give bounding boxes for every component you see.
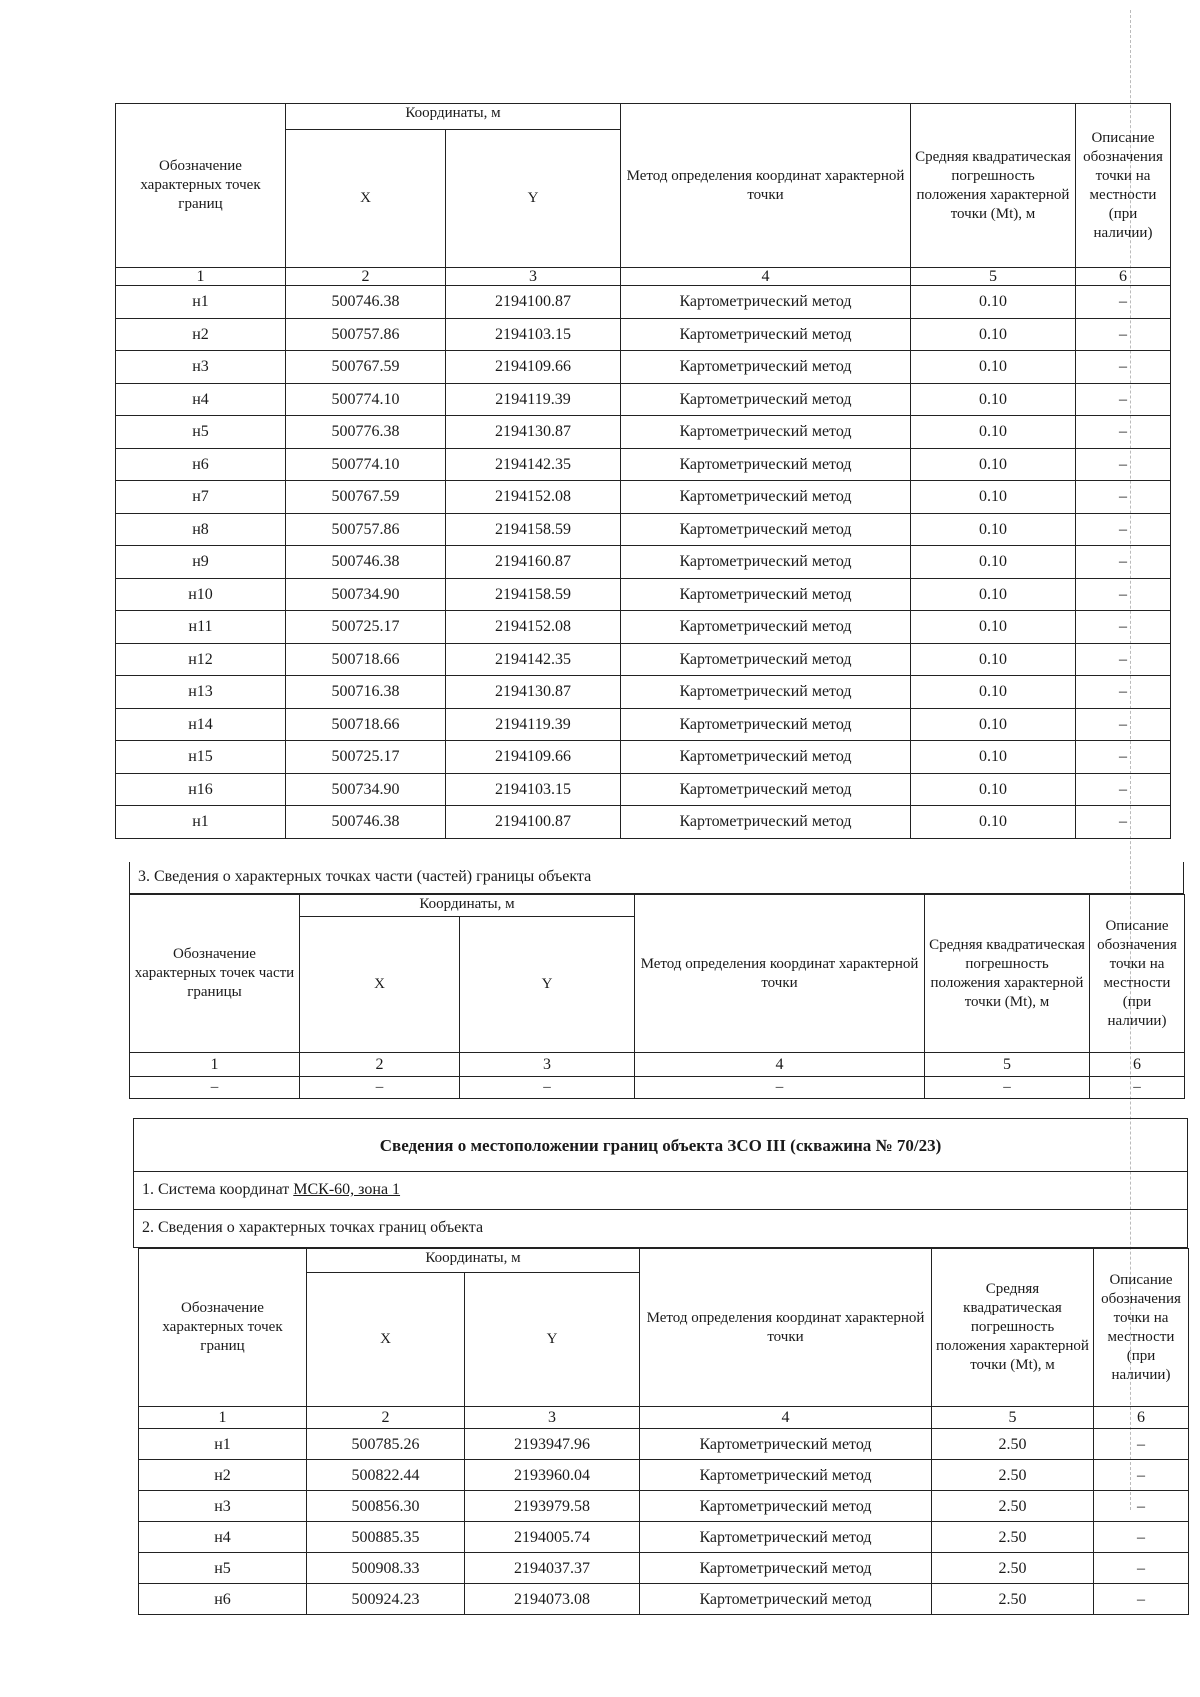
column-number: 1 bbox=[130, 1053, 300, 1077]
header-designation: Обозначение характерных точек границ bbox=[139, 1249, 307, 1407]
table-row bbox=[139, 1460, 1189, 1491]
error-cell: 2.50 bbox=[932, 1553, 1094, 1584]
method-cell: Картометрический метод bbox=[621, 643, 911, 676]
point-cell: н14 bbox=[116, 708, 286, 741]
x-cell: 500774.10 bbox=[286, 448, 446, 481]
y-cell: 2194109.66 bbox=[446, 741, 621, 774]
header-y: Y bbox=[460, 917, 635, 1053]
description-cell: – bbox=[1094, 1553, 1189, 1584]
column-number: 2 bbox=[286, 268, 446, 286]
column-number: 3 bbox=[465, 1407, 640, 1429]
point-cell: н1 bbox=[116, 806, 286, 839]
method-cell: Картометрический метод bbox=[621, 741, 911, 774]
y-cell: 2194119.39 bbox=[446, 383, 621, 416]
error-cell: 0.10 bbox=[911, 546, 1076, 579]
error-cell: 0.10 bbox=[911, 513, 1076, 546]
x-cell: 500776.38 bbox=[286, 416, 446, 449]
x-cell: 500718.66 bbox=[286, 708, 446, 741]
column-number: 5 bbox=[911, 268, 1076, 286]
header-method: Метод определения координат характерной точки bbox=[635, 895, 925, 1053]
boundary-points-table-1 bbox=[115, 103, 1171, 839]
x-cell: 500725.17 bbox=[286, 611, 446, 644]
error-cell: 0.10 bbox=[911, 708, 1076, 741]
table-row bbox=[116, 448, 1171, 481]
zso-title-band bbox=[133, 1118, 1188, 1172]
x-cell: 500856.30 bbox=[307, 1491, 465, 1522]
x-cell: 500785.26 bbox=[307, 1429, 465, 1460]
description-cell: – bbox=[1076, 513, 1171, 546]
boundary-points-table-zso bbox=[138, 1248, 1189, 1615]
method-cell: Картометрический метод bbox=[640, 1522, 932, 1553]
x-cell: 500734.90 bbox=[286, 578, 446, 611]
table-row bbox=[116, 513, 1171, 546]
y-cell: – bbox=[460, 1077, 635, 1099]
point-cell: н15 bbox=[116, 741, 286, 774]
method-cell: Картометрический метод bbox=[621, 676, 911, 709]
points-heading-line bbox=[133, 1210, 1188, 1248]
method-cell: Картометрический метод bbox=[621, 481, 911, 514]
y-cell: 2193979.58 bbox=[465, 1491, 640, 1522]
header-description: Описание обозначения точки на местности (при наличии) bbox=[1094, 1249, 1189, 1407]
description-cell: – bbox=[1076, 286, 1171, 319]
section-3-heading-text: 3. Сведения о характерных точках части (частей) границы объекта bbox=[138, 868, 592, 885]
column-number: 5 bbox=[932, 1407, 1094, 1429]
column-number: 2 bbox=[307, 1407, 465, 1429]
method-cell: Картометрический метод bbox=[621, 383, 911, 416]
table-row bbox=[116, 546, 1171, 579]
point-cell: н4 bbox=[116, 383, 286, 416]
point-cell: н1 bbox=[116, 286, 286, 319]
table-row bbox=[116, 806, 1171, 839]
point-cell: н2 bbox=[139, 1460, 307, 1491]
y-cell: 2194158.59 bbox=[446, 513, 621, 546]
header-error: Средняя квадратическая погрешность положения характерной точки (Mt), м bbox=[911, 104, 1076, 268]
error-cell: 0.10 bbox=[911, 806, 1076, 839]
column-number: 1 bbox=[116, 268, 286, 286]
x-cell: 500908.33 bbox=[307, 1553, 465, 1584]
point-cell: н1 bbox=[139, 1429, 307, 1460]
point-cell: н16 bbox=[116, 773, 286, 806]
y-cell: 2194037.37 bbox=[465, 1553, 640, 1584]
description-cell: – bbox=[1076, 578, 1171, 611]
column-number: 4 bbox=[640, 1407, 932, 1429]
error-cell: 0.10 bbox=[911, 773, 1076, 806]
description-cell: – bbox=[1076, 708, 1171, 741]
method-cell: Картометрический метод bbox=[621, 318, 911, 351]
header-error: Средняя квадратическая погрешность положения характерной точки (Mt), м bbox=[925, 895, 1090, 1053]
y-cell: 2194073.08 bbox=[465, 1584, 640, 1615]
description-cell: – bbox=[1076, 318, 1171, 351]
header-x: X bbox=[300, 917, 460, 1053]
table-row bbox=[116, 708, 1171, 741]
table-row bbox=[116, 351, 1171, 384]
column-number: 5 bbox=[925, 1053, 1090, 1077]
point-cell: н6 bbox=[116, 448, 286, 481]
description-cell: – bbox=[1076, 383, 1171, 416]
header-y: Y bbox=[465, 1273, 640, 1407]
x-cell: 500718.66 bbox=[286, 643, 446, 676]
x-cell: 500757.86 bbox=[286, 318, 446, 351]
table-row bbox=[116, 286, 1171, 319]
error-cell: 2.50 bbox=[932, 1491, 1094, 1522]
table-row bbox=[116, 773, 1171, 806]
column-number: 6 bbox=[1076, 268, 1171, 286]
method-cell: Картометрический метод bbox=[640, 1429, 932, 1460]
error-cell: 0.10 bbox=[911, 741, 1076, 774]
y-cell: 2194100.87 bbox=[446, 286, 621, 319]
x-cell: 500746.38 bbox=[286, 546, 446, 579]
header-coordinates: Координаты, м bbox=[307, 1249, 640, 1273]
table-row bbox=[116, 611, 1171, 644]
column-number: 4 bbox=[621, 268, 911, 286]
header-x: X bbox=[307, 1273, 465, 1407]
x-cell: 500924.23 bbox=[307, 1584, 465, 1615]
error-cell: 0.10 bbox=[911, 383, 1076, 416]
coordinate-system-line bbox=[133, 1172, 1188, 1210]
point-cell: н8 bbox=[116, 513, 286, 546]
method-cell: Картометрический метод bbox=[621, 578, 911, 611]
y-cell: 2194130.87 bbox=[446, 416, 621, 449]
point-cell: н13 bbox=[116, 676, 286, 709]
error-cell: 2.50 bbox=[932, 1522, 1094, 1553]
point-cell: н6 bbox=[139, 1584, 307, 1615]
table-row bbox=[139, 1491, 1189, 1522]
header-designation-part: Обозначение характерных точек части границы bbox=[130, 895, 300, 1053]
section-3-heading bbox=[129, 862, 1184, 894]
y-cell: 2194130.87 bbox=[446, 676, 621, 709]
table-row bbox=[116, 578, 1171, 611]
x-cell: 500774.10 bbox=[286, 383, 446, 416]
points-heading-text: 2. Сведения о характерных точках границ объекта bbox=[142, 1219, 484, 1236]
header-error: Средняя квадратическая погрешность положения характерной точки (Mt), м bbox=[932, 1249, 1094, 1407]
table-row bbox=[116, 741, 1171, 774]
table-row bbox=[139, 1429, 1189, 1460]
point-cell: н2 bbox=[116, 318, 286, 351]
table-row bbox=[116, 676, 1171, 709]
description-cell: – bbox=[1094, 1584, 1189, 1615]
header-y: Y bbox=[446, 130, 621, 268]
y-cell: 2194005.74 bbox=[465, 1522, 640, 1553]
column-number: 2 bbox=[300, 1053, 460, 1077]
point-cell: н3 bbox=[139, 1491, 307, 1522]
description-cell: – bbox=[1076, 351, 1171, 384]
point-cell: н5 bbox=[116, 416, 286, 449]
error-cell: 0.10 bbox=[911, 643, 1076, 676]
description-cell: – bbox=[1076, 643, 1171, 676]
y-cell: 2194100.87 bbox=[446, 806, 621, 839]
header-description: Описание обозначения точки на местности (при наличии) bbox=[1090, 895, 1185, 1053]
x-cell: 500885.35 bbox=[307, 1522, 465, 1553]
y-cell: 2194158.59 bbox=[446, 578, 621, 611]
x-cell: 500767.59 bbox=[286, 481, 446, 514]
table-row bbox=[116, 481, 1171, 514]
method-cell: Картометрический метод bbox=[621, 448, 911, 481]
method-cell: Картометрический метод bbox=[621, 611, 911, 644]
method-cell: – bbox=[635, 1077, 925, 1099]
header-description: Описание обозначения точки на местности (при наличии) bbox=[1076, 104, 1171, 268]
method-cell: Картометрический метод bbox=[621, 546, 911, 579]
y-cell: 2194109.66 bbox=[446, 351, 621, 384]
x-cell: 500746.38 bbox=[286, 286, 446, 319]
error-cell: 0.10 bbox=[911, 578, 1076, 611]
method-cell: Картометрический метод bbox=[640, 1584, 932, 1615]
description-cell: – bbox=[1094, 1429, 1189, 1460]
header-method: Метод определения координат характерной точки bbox=[640, 1249, 932, 1407]
zso-title: Сведения о местоположении границ объекта ЗСО III (скважина № 70/23) bbox=[379, 1136, 942, 1155]
method-cell: Картометрический метод bbox=[621, 806, 911, 839]
column-number: 3 bbox=[460, 1053, 635, 1077]
method-cell: Картометрический метод bbox=[640, 1491, 932, 1522]
y-cell: 2193947.96 bbox=[465, 1429, 640, 1460]
description-cell: – bbox=[1076, 773, 1171, 806]
y-cell: 2194103.15 bbox=[446, 773, 621, 806]
y-cell: 2193960.04 bbox=[465, 1460, 640, 1491]
method-cell: Картометрический метод bbox=[621, 513, 911, 546]
table-row bbox=[116, 318, 1171, 351]
error-cell: 0.10 bbox=[911, 611, 1076, 644]
method-cell: Картометрический метод bbox=[621, 708, 911, 741]
method-cell: Картометрический метод bbox=[621, 773, 911, 806]
error-cell: 0.10 bbox=[911, 416, 1076, 449]
description-cell: – bbox=[1076, 448, 1171, 481]
description-cell: – bbox=[1094, 1460, 1189, 1491]
error-cell: 0.10 bbox=[911, 448, 1076, 481]
error-cell: 2.50 bbox=[932, 1429, 1094, 1460]
method-cell: Картометрический метод bbox=[640, 1553, 932, 1584]
column-number: 3 bbox=[446, 268, 621, 286]
point-cell: н9 bbox=[116, 546, 286, 579]
x-cell: 500716.38 bbox=[286, 676, 446, 709]
error-cell: 0.10 bbox=[911, 286, 1076, 319]
point-cell: н3 bbox=[116, 351, 286, 384]
coordinate-system-value: МСК-60, зона 1 bbox=[293, 1181, 401, 1198]
description-cell: – bbox=[1076, 806, 1171, 839]
header-method: Метод определения координат характерной точки bbox=[621, 104, 911, 268]
column-number: 4 bbox=[635, 1053, 925, 1077]
y-cell: 2194103.15 bbox=[446, 318, 621, 351]
error-cell: – bbox=[925, 1077, 1090, 1099]
description-cell: – bbox=[1076, 416, 1171, 449]
description-cell: – bbox=[1076, 676, 1171, 709]
table-row bbox=[139, 1553, 1189, 1584]
y-cell: 2194119.39 bbox=[446, 708, 621, 741]
y-cell: 2194152.08 bbox=[446, 611, 621, 644]
method-cell: Картометрический метод bbox=[621, 351, 911, 384]
y-cell: 2194152.08 bbox=[446, 481, 621, 514]
description-cell: – bbox=[1076, 611, 1171, 644]
table-row bbox=[116, 643, 1171, 676]
method-cell: Картометрический метод bbox=[640, 1460, 932, 1491]
point-cell: н7 bbox=[116, 481, 286, 514]
table-row bbox=[130, 1077, 1185, 1099]
point-cell: н5 bbox=[139, 1553, 307, 1584]
table-row bbox=[116, 383, 1171, 416]
header-coordinates: Координаты, м bbox=[300, 895, 635, 917]
description-cell: – bbox=[1076, 741, 1171, 774]
method-cell: Картометрический метод bbox=[621, 416, 911, 449]
error-cell: 0.10 bbox=[911, 676, 1076, 709]
header-designation: Обозначение характерных точек границ bbox=[116, 104, 286, 268]
y-cell: 2194160.87 bbox=[446, 546, 621, 579]
error-cell: 0.10 bbox=[911, 318, 1076, 351]
part-boundary-points-table bbox=[129, 894, 1185, 1099]
x-cell: 500746.38 bbox=[286, 806, 446, 839]
table-row bbox=[139, 1522, 1189, 1553]
table-row bbox=[139, 1584, 1189, 1615]
x-cell: 500734.90 bbox=[286, 773, 446, 806]
header-x: X bbox=[286, 130, 446, 268]
x-cell: – bbox=[300, 1077, 460, 1099]
description-cell: – bbox=[1094, 1522, 1189, 1553]
column-number: 6 bbox=[1090, 1053, 1185, 1077]
point-cell: – bbox=[130, 1077, 300, 1099]
method-cell: Картометрический метод bbox=[621, 286, 911, 319]
coordinate-system-label: 1. Система координат bbox=[142, 1181, 294, 1198]
error-cell: 0.10 bbox=[911, 481, 1076, 514]
description-cell: – bbox=[1090, 1077, 1185, 1099]
error-cell: 2.50 bbox=[932, 1584, 1094, 1615]
error-cell: 0.10 bbox=[911, 351, 1076, 384]
point-cell: н12 bbox=[116, 643, 286, 676]
header-coordinates: Координаты, м bbox=[286, 104, 621, 130]
error-cell: 2.50 bbox=[932, 1460, 1094, 1491]
description-cell: – bbox=[1076, 546, 1171, 579]
x-cell: 500822.44 bbox=[307, 1460, 465, 1491]
description-cell: – bbox=[1076, 481, 1171, 514]
point-cell: н11 bbox=[116, 611, 286, 644]
description-cell: – bbox=[1094, 1491, 1189, 1522]
x-cell: 500767.59 bbox=[286, 351, 446, 384]
x-cell: 500757.86 bbox=[286, 513, 446, 546]
y-cell: 2194142.35 bbox=[446, 448, 621, 481]
point-cell: н4 bbox=[139, 1522, 307, 1553]
x-cell: 500725.17 bbox=[286, 741, 446, 774]
column-number: 1 bbox=[139, 1407, 307, 1429]
y-cell: 2194142.35 bbox=[446, 643, 621, 676]
column-number: 6 bbox=[1094, 1407, 1189, 1429]
table-row bbox=[116, 416, 1171, 449]
point-cell: н10 bbox=[116, 578, 286, 611]
